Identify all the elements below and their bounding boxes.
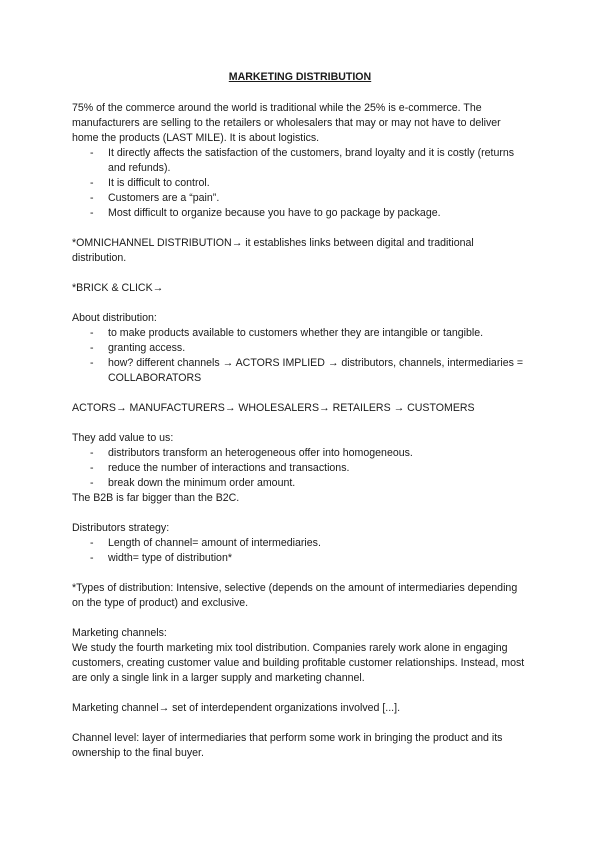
about-heading: About distribution: (72, 312, 157, 324)
list-item: - reduce the number of interactions and transactions. (72, 461, 528, 476)
list-item: - break down the minimum order amount. (72, 476, 528, 491)
actors-chain: ACTORS→ MANUFACTURERS→ WHOLESALERS→ RETAILERS → CUSTOMERS (72, 402, 475, 414)
list-item: - Customers are a “pain”. (72, 191, 528, 206)
list-item: - Most difficult to organize because you have to go package by package. (72, 206, 528, 221)
brick-click-paragraph: *BRICK & CLICK→ (72, 282, 164, 294)
document-title: MARKETING DISTRIBUTION (228, 71, 372, 83)
strategy-list (72, 536, 528, 566)
list-item: - to make products available to customers whether they are intangible or tangible. (72, 326, 528, 341)
value-heading: They add value to us: (72, 432, 174, 444)
value-list (72, 446, 528, 491)
list-item: - width= type of distribution* (72, 551, 528, 566)
intro-paragraph: 75% of the commerce around the world is traditional while the 25% is e-commerce. The manufacturers are selling to the retailers or wholesalers that may or may not have to deliver home the products (LAST MILE). It is about logistics. (72, 102, 501, 144)
channels-heading: Marketing channels: (72, 627, 167, 639)
about-list (72, 326, 528, 386)
b2b-note: The B2B is far bigger than the B2C. (72, 492, 240, 504)
list-item: - Length of channel= amount of intermediaries. (72, 536, 528, 551)
channel-definition: Marketing channel→ set of interdependent organizations involved [...]. (72, 702, 401, 714)
list-item: - granting access. (72, 341, 528, 356)
intro-list (72, 146, 528, 221)
strategy-heading: Distributors strategy: (72, 522, 170, 534)
list-item: - distributors transform an heterogeneous offer into homogeneous. (72, 446, 528, 461)
document-page (72, 70, 528, 776)
types-paragraph: *Types of distribution: Intensive, selective (depends on the amount of intermediaries depending on the type of product) and exclusive. (72, 582, 518, 609)
list-item: - It directly affects the satisfaction of the customers, brand loyalty and it is costly (returns and refunds). (72, 146, 528, 176)
omnichannel-paragraph: *OMNICHANNEL DISTRIBUTION→ it establishes links between digital and traditional distribution. (72, 237, 474, 264)
list-item: - It is difficult to control. (72, 176, 528, 191)
list-item: - how? different channels → ACTORS IMPLIED → distributors, channels, intermediaries = COLLABORATORS (72, 356, 528, 386)
channel-level: Channel level: layer of intermediaries that perform some work in bringing the product and its ownership to the final buyer. (72, 732, 503, 759)
channels-body: We study the fourth marketing mix tool distribution. Companies rarely work alone in engaging customers, creating customer value and building profitable customer relationships. Instead, most are only a single link in a larger supply and marketing channel. (72, 642, 525, 684)
